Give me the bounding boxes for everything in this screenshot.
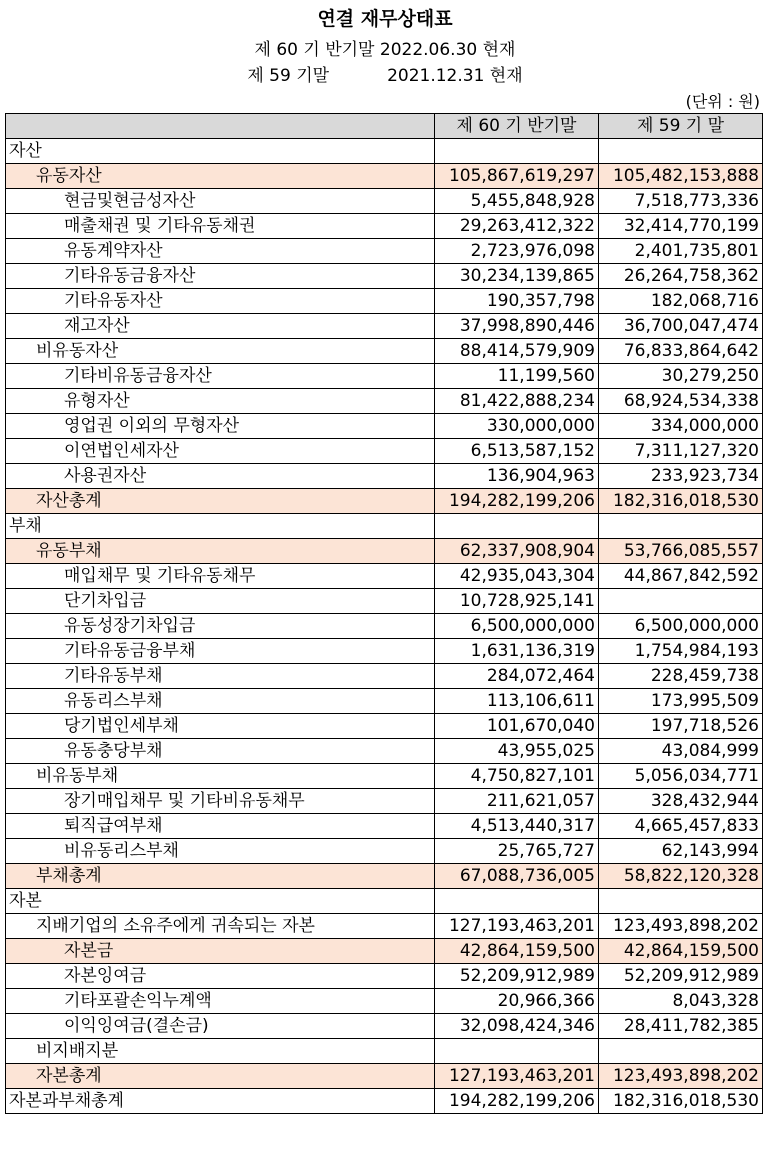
table-row <box>6 739 763 764</box>
row-label: 지배기업의 소유주에게 귀속되는 자본 <box>6 914 435 939</box>
current-period-value <box>435 514 599 539</box>
current-period-value: 194,282,199,206 <box>435 489 599 514</box>
row-label: 이익잉여금(결손금) <box>6 1014 435 1039</box>
current-period-value <box>435 139 599 164</box>
current-period-value: 67,088,736,005 <box>435 864 599 889</box>
prior-period-value: 68,924,534,338 <box>599 389 763 414</box>
table-row <box>6 539 763 564</box>
prior-period-value: 173,995,509 <box>599 689 763 714</box>
balance-sheet-table <box>5 113 763 1114</box>
current-period-value: 43,955,025 <box>435 739 599 764</box>
row-label: 부채 <box>6 514 435 539</box>
table-row <box>6 289 763 314</box>
table-row <box>6 989 763 1014</box>
current-period-value: 101,670,040 <box>435 714 599 739</box>
column-header-item <box>6 114 435 139</box>
row-label: 현금및현금성자산 <box>6 189 435 214</box>
statement-title: 연결 재무상태표 <box>317 8 453 30</box>
row-label: 이연법인세자산 <box>6 439 435 464</box>
current-period-value: 42,935,043,304 <box>435 564 599 589</box>
current-period-value: 30,234,139,865 <box>435 264 599 289</box>
unit-label: (단위 : 원) <box>685 92 760 111</box>
table-row <box>6 914 763 939</box>
row-label: 기타포괄손익누계액 <box>6 989 435 1014</box>
column-header-current: 제 60 기 반기말 <box>435 114 599 139</box>
current-period-value: 11,199,560 <box>435 364 599 389</box>
prior-period-value: 328,432,944 <box>599 789 763 814</box>
current-period-value: 5,455,848,928 <box>435 189 599 214</box>
current-period-value: 105,867,619,297 <box>435 164 599 189</box>
prior-period-value: 1,754,984,193 <box>599 639 763 664</box>
table-row <box>6 839 763 864</box>
prior-period-value: 7,518,773,336 <box>599 189 763 214</box>
current-period-value: 29,263,412,322 <box>435 214 599 239</box>
prior-period-value: 123,493,898,202 <box>599 1064 763 1089</box>
current-period-value: 42,864,159,500 <box>435 939 599 964</box>
table-row <box>6 664 763 689</box>
current-period-value: 194,282,199,206 <box>435 1089 599 1114</box>
table-row <box>6 389 763 414</box>
row-label: 유동자산 <box>6 164 435 189</box>
prior-period-value: 6,500,000,000 <box>599 614 763 639</box>
prior-period-value: 233,923,734 <box>599 464 763 489</box>
table-row <box>6 639 763 664</box>
current-period-value: 4,750,827,101 <box>435 764 599 789</box>
row-label: 유동계약자산 <box>6 239 435 264</box>
table-row <box>6 439 763 464</box>
row-label: 자산총계 <box>6 489 435 514</box>
current-period-value: 4,513,440,317 <box>435 814 599 839</box>
prior-period-value: 26,264,758,362 <box>599 264 763 289</box>
table-row <box>6 164 763 189</box>
row-label: 비유동리스부채 <box>6 839 435 864</box>
current-period-value: 127,193,463,201 <box>435 914 599 939</box>
row-label: 유동충당부채 <box>6 739 435 764</box>
table-row <box>6 764 763 789</box>
prior-period-value: 197,718,526 <box>599 714 763 739</box>
prior-period-value: 36,700,047,474 <box>599 314 763 339</box>
row-label: 비유동부채 <box>6 764 435 789</box>
current-period-value: 10,728,925,141 <box>435 589 599 614</box>
row-label: 사용권자산 <box>6 464 435 489</box>
current-period-value <box>435 1039 599 1064</box>
current-period-value: 6,500,000,000 <box>435 614 599 639</box>
current-period-value: 6,513,587,152 <box>435 439 599 464</box>
prior-period-value: 76,833,864,642 <box>599 339 763 364</box>
prior-period-value: 182,316,018,530 <box>599 489 763 514</box>
row-label: 유동성장기차입금 <box>6 614 435 639</box>
table-row <box>6 689 763 714</box>
table-row <box>6 189 763 214</box>
column-header-prior: 제 59 기 말 <box>599 114 763 139</box>
prior-period-value: 334,000,000 <box>599 414 763 439</box>
prior-period-value: 4,665,457,833 <box>599 814 763 839</box>
row-label: 장기매입채무 및 기타비유동채무 <box>6 789 435 814</box>
prior-period-value: 182,068,716 <box>599 289 763 314</box>
row-label: 기타유동금융부채 <box>6 639 435 664</box>
table-header-row <box>6 114 763 139</box>
table-row <box>6 414 763 439</box>
table-row <box>6 364 763 389</box>
row-label: 자산 <box>6 139 435 164</box>
current-period-value: 88,414,579,909 <box>435 339 599 364</box>
table-row <box>6 264 763 289</box>
table-row <box>6 214 763 239</box>
row-label: 자본잉여금 <box>6 964 435 989</box>
table-row <box>6 339 763 364</box>
prior-period-value: 30,279,250 <box>599 364 763 389</box>
current-period-value: 1,631,136,319 <box>435 639 599 664</box>
current-period-value: 127,193,463,201 <box>435 1064 599 1089</box>
current-period-value: 25,765,727 <box>435 839 599 864</box>
prior-period-name: 제 59 기말 <box>247 66 330 86</box>
current-period-value: 81,422,888,234 <box>435 389 599 414</box>
table-row <box>6 239 763 264</box>
prior-period-value: 228,459,738 <box>599 664 763 689</box>
table-row <box>6 489 763 514</box>
table-row <box>6 714 763 739</box>
prior-period-value: 42,864,159,500 <box>599 939 763 964</box>
prior-period-value <box>599 589 763 614</box>
row-label: 유형자산 <box>6 389 435 414</box>
table-row <box>6 1014 763 1039</box>
row-label: 비지배지분 <box>6 1039 435 1064</box>
row-label: 비유동자산 <box>6 339 435 364</box>
prior-period-value: 182,316,018,530 <box>599 1089 763 1114</box>
row-label: 자본 <box>6 889 435 914</box>
current-period-value: 62,337,908,904 <box>435 539 599 564</box>
current-period-value: 37,998,890,446 <box>435 314 599 339</box>
row-label: 단기차입금 <box>6 589 435 614</box>
prior-period-value: 44,867,842,592 <box>599 564 763 589</box>
table-row <box>6 814 763 839</box>
current-period-value: 284,072,464 <box>435 664 599 689</box>
prior-period-value <box>599 139 763 164</box>
row-label: 재고자산 <box>6 314 435 339</box>
prior-period-value: 58,822,120,328 <box>599 864 763 889</box>
row-label: 자본금 <box>6 939 435 964</box>
row-label: 기타유동부채 <box>6 664 435 689</box>
prior-period-value: 53,766,085,557 <box>599 539 763 564</box>
current-period-value: 32,098,424,346 <box>435 1014 599 1039</box>
table-row <box>6 889 763 914</box>
prior-period-value <box>599 1039 763 1064</box>
row-label: 당기법인세부채 <box>6 714 435 739</box>
table-row <box>6 1039 763 1064</box>
prior-period-value: 43,084,999 <box>599 739 763 764</box>
table-row <box>6 564 763 589</box>
prior-period-value: 2,401,735,801 <box>599 239 763 264</box>
prior-period-date: 2021.12.31 현재 <box>387 66 523 86</box>
table-row <box>6 614 763 639</box>
row-label: 자본과부채총계 <box>6 1089 435 1114</box>
prior-period-value: 28,411,782,385 <box>599 1014 763 1039</box>
prior-period-value <box>599 514 763 539</box>
table-row <box>6 1089 763 1114</box>
row-label: 퇴직급여부채 <box>6 814 435 839</box>
prior-period-label <box>0 61 770 86</box>
prior-period-value <box>599 889 763 914</box>
prior-period-value: 7,311,127,320 <box>599 439 763 464</box>
table-row <box>6 139 763 164</box>
current-period-value: 52,209,912,989 <box>435 964 599 989</box>
current-period-value: 2,723,976,098 <box>435 239 599 264</box>
table-row <box>6 864 763 889</box>
prior-period-value: 52,209,912,989 <box>599 964 763 989</box>
table-row <box>6 939 763 964</box>
row-label: 기타비유동금융자산 <box>6 364 435 389</box>
row-label: 부채총계 <box>6 864 435 889</box>
row-label: 유동리스부채 <box>6 689 435 714</box>
row-label: 자본총계 <box>6 1064 435 1089</box>
prior-period-value: 105,482,153,888 <box>599 164 763 189</box>
row-label: 매입채무 및 기타유동채무 <box>6 564 435 589</box>
prior-period-value: 8,043,328 <box>599 989 763 1014</box>
row-label: 기타유동금융자산 <box>6 264 435 289</box>
table-row <box>6 1064 763 1089</box>
prior-period-value: 123,493,898,202 <box>599 914 763 939</box>
row-label: 유동부채 <box>6 539 435 564</box>
current-period-value: 190,357,798 <box>435 289 599 314</box>
current-period-value: 330,000,000 <box>435 414 599 439</box>
row-label: 기타유동자산 <box>6 289 435 314</box>
current-period-value <box>435 889 599 914</box>
table-row <box>6 514 763 539</box>
current-period-value: 113,106,611 <box>435 689 599 714</box>
prior-period-value: 32,414,770,199 <box>599 214 763 239</box>
table-row <box>6 314 763 339</box>
table-row <box>6 589 763 614</box>
row-label: 영업권 이외의 무형자산 <box>6 414 435 439</box>
current-period-value: 20,966,366 <box>435 989 599 1014</box>
prior-period-value: 62,143,994 <box>599 839 763 864</box>
table-row <box>6 964 763 989</box>
current-period-value: 136,904,963 <box>435 464 599 489</box>
current-period-value: 211,621,057 <box>435 789 599 814</box>
table-row <box>6 789 763 814</box>
prior-period-value: 5,056,034,771 <box>599 764 763 789</box>
table-row <box>6 464 763 489</box>
row-label: 매출채권 및 기타유동채권 <box>6 214 435 239</box>
current-period-label: 제 60 기 반기말 2022.06.30 현재 <box>254 40 516 60</box>
balance-sheet-body <box>6 114 763 1114</box>
